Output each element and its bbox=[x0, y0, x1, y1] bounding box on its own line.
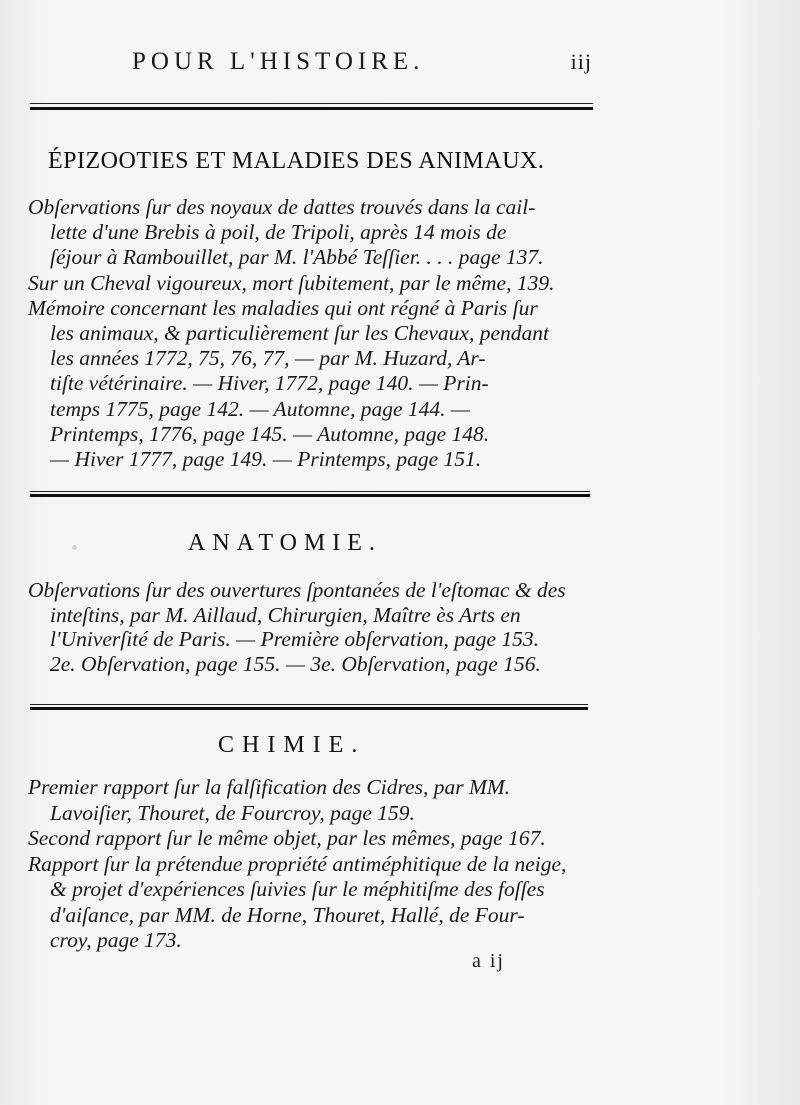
text-line: Sur un Cheval vigoureux, mort ſubitement, par le même, 139. bbox=[28, 270, 555, 295]
section-title-epizooties: ÉPIZOOTIES ET MALADIES DES ANIMAUX. bbox=[48, 148, 545, 174]
page-number: iij bbox=[570, 49, 592, 74]
text-line: Lavoiſier, Thouret, de Fourcroy, page 159. bbox=[50, 800, 415, 825]
text-line: les années 1772, 75, 76, 77, — par M. Huzard, Ar- bbox=[50, 346, 486, 371]
text-line: les animaux, & particulièrement ſur les Chevaux, pendant bbox=[50, 321, 549, 346]
text-line: Mémoire concernant les maladies qui ont régné à Paris ſur bbox=[28, 295, 538, 320]
text-line: l'Univerſité de Paris. — Première obſervation, page 153. bbox=[50, 627, 540, 651]
text-line: Second rapport ſur le même objet, par les mêmes, page 167. bbox=[28, 826, 546, 850]
text-line: croy, page 173. bbox=[50, 928, 182, 952]
text-line: & projet d'expériences ſuivies ſur le méphitiſme des foſſes bbox=[50, 877, 545, 901]
running-title: POUR L'HISTOIRE. bbox=[132, 48, 425, 75]
text-line: ſéjour à Rambouillet, par M. l'Abbé Teſſier. . . . page 137. bbox=[50, 245, 544, 270]
section-title-anatomie: ANATOMIE. bbox=[188, 530, 382, 556]
text-line: — Hiver 1777, page 149. — Printemps, page 151. bbox=[50, 447, 482, 472]
ink-speck bbox=[72, 545, 77, 550]
text-line: Obſervations ſur des ouvertures ſpontanées de l'eſtomac & des bbox=[28, 578, 566, 602]
text-line: Rapport ſur la prétendue propriété antiméphitique de la neige, bbox=[28, 851, 567, 876]
text-line: d'aiſance, par MM. de Horne, Thouret, Hallé, de Four- bbox=[50, 902, 525, 927]
section-rule bbox=[30, 491, 590, 497]
running-head bbox=[120, 48, 600, 76]
signature-mark: a ij bbox=[472, 950, 505, 972]
text-line: Premier rapport ſur la falſification des Cidres, par MM. bbox=[28, 775, 511, 799]
text-line: temps 1775, page 142. — Automne, page 144. — bbox=[50, 396, 471, 421]
section-body-epizooties bbox=[28, 195, 598, 472]
section-body-chimie bbox=[28, 775, 598, 954]
text-line: Obſervations ſur des noyaux de dattes trouvés dans la cail- bbox=[28, 195, 536, 219]
header-rule bbox=[30, 103, 593, 110]
text-line: tiſte vétérinaire. — Hiver, 1772, page 140. — Prin- bbox=[50, 371, 489, 396]
text-line: inteſtins, par M. Aillaud, Chirurgien, Maître ès Arts en bbox=[50, 602, 521, 627]
section-title-chimie: CHIMIE. bbox=[218, 732, 366, 758]
section-body-anatomie bbox=[28, 578, 598, 676]
text-line: Printemps, 1776, page 145. — Automne, page 148. bbox=[50, 421, 490, 446]
text-line: lette d'une Brebis à poil, de Tripoli, après 14 mois de bbox=[50, 220, 507, 245]
text-line: 2e. Obſervation, page 155. — 3e. Obſervation, page 156. bbox=[50, 651, 541, 676]
section-rule bbox=[30, 704, 588, 710]
